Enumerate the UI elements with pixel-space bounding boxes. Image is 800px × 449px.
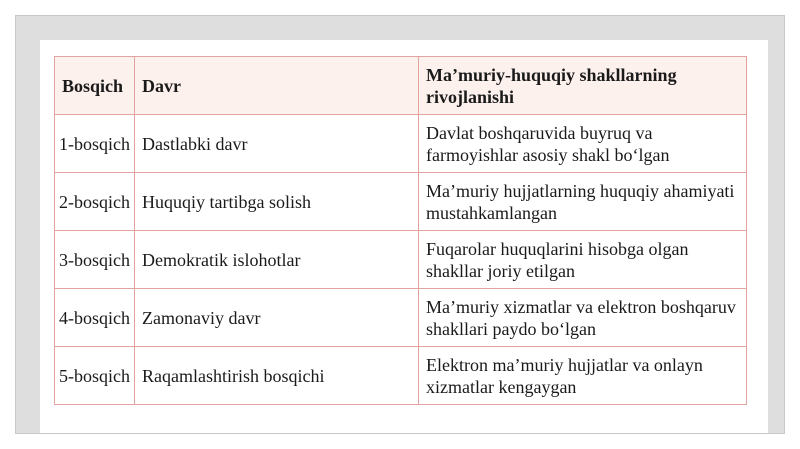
table-row — [55, 347, 747, 405]
stage-cell: 4-bosqich — [55, 289, 135, 347]
development-cell: Ma’muriy hujjatlarning huquqiy ahamiyati mustahkamlangan — [419, 173, 747, 231]
header-stage: Bosqich — [55, 57, 135, 115]
table-row — [55, 289, 747, 347]
table-row — [55, 173, 747, 231]
stage-cell: 3-bosqich — [55, 231, 135, 289]
period-cell: Demokratik islohotlar — [135, 231, 419, 289]
development-cell: Ma’muriy xizmatlar va elektron boshqaruv shakllari paydo bo‘lgan — [419, 289, 747, 347]
header-development: Ma’muriy-huquqiy shakllarning rivojlanishi — [419, 57, 747, 115]
development-cell: Fuqarolar huquqlarini hisobga olgan shakllar joriy etilgan — [419, 231, 747, 289]
period-cell: Raqamlashtirish bosqichi — [135, 347, 419, 405]
stage-cell: 2-bosqich — [55, 173, 135, 231]
development-cell: Davlat boshqaruvida buyruq va farmoyishlar asosiy shakl bo‘lgan — [419, 115, 747, 173]
table-row — [55, 115, 747, 173]
document-page — [40, 40, 768, 433]
development-cell: Elektron ma’muriy hujjatlar va onlayn xizmatlar kengaygan — [419, 347, 747, 405]
document-frame — [15, 15, 785, 434]
period-cell: Zamonaviy davr — [135, 289, 419, 347]
table-header-row — [55, 57, 747, 115]
stage-cell: 5-bosqich — [55, 347, 135, 405]
period-cell: Huquqiy tartibga solish — [135, 173, 419, 231]
header-period: Davr — [135, 57, 419, 115]
stages-table — [54, 56, 747, 405]
stage-cell: 1-bosqich — [55, 115, 135, 173]
table-row — [55, 231, 747, 289]
period-cell: Dastlabki davr — [135, 115, 419, 173]
